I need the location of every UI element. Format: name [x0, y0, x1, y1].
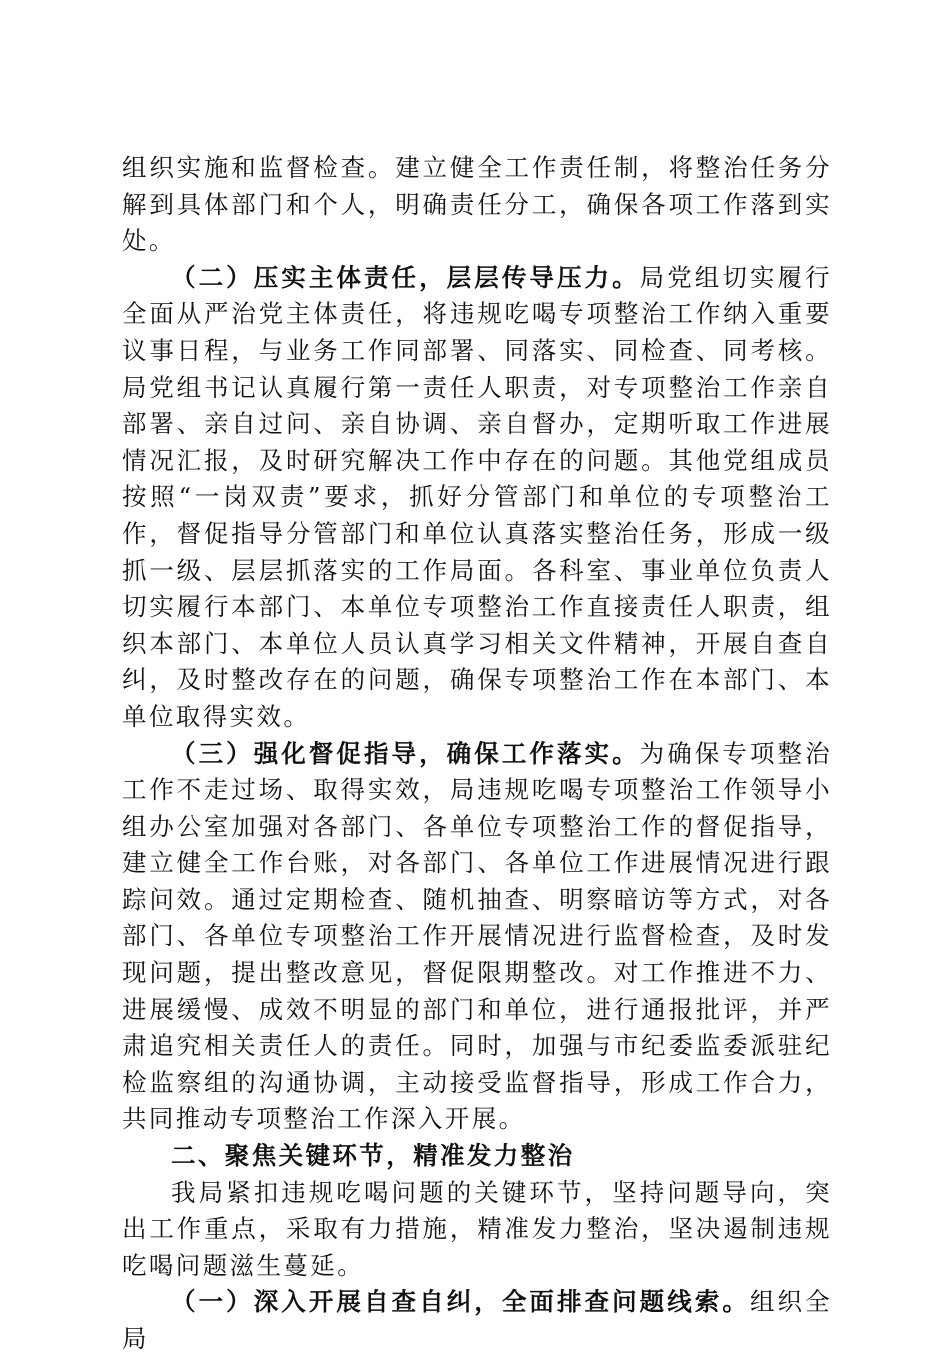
paragraph-subsection-2	[122, 260, 832, 736]
paragraph-text: 为确保专项整治工作不走过场、取得实效，局违规吃喝专项整治工作领导小组办公室加强对各部门、各单位专项整治工作的督促指导，建立健全工作台账，对各部门、各单位工作进展情况进行跟踪问效。通过定期检查、随机抽查、明察暗访等方式，对各部门、各单位专项整治工作开展情况进行监督检查，及时发现问题，提出整改意见，督促限期整改。对工作推进不力、进展缓慢、成效不明显的部门和单位，进行通报批评，并严肃追究相关责任人的责任。同时，加强与市纪委监委派驻纪检监察组的沟通协调，主动接受监督指导，形成工作合力，共同推动专项整治工作深入开展。	[122, 738, 832, 1134]
section-intro: 我局紧扣违规吃喝问题的关键环节，坚持问题导向，突出工作重点，采取有力措施，精准发力整治，坚决遏制违规吃喝问题滋生蔓延。	[122, 1177, 832, 1280]
subsection-lead: （三）强化督促指导，确保工作落实。	[171, 738, 640, 768]
subsection-lead: （二）压实主体责任，层层传导压力。	[171, 262, 640, 292]
paragraph-subsection-3	[122, 736, 832, 1139]
paragraph-text: 组织实施和监督检查。建立健全工作责任制，将整治任务分解到具体部门和个人，明确责任分工，确保各项工作落到实处。	[122, 153, 832, 256]
paragraph-text: 组织全局	[122, 1287, 832, 1353]
section-heading: 二、聚焦关键环节，精准发力整治	[171, 1141, 575, 1171]
document-body	[122, 150, 832, 1358]
paragraph-continuation	[122, 150, 832, 260]
paragraph-text: 局党组切实履行全面从严治党主体责任，将违规吃喝专项整治工作纳入重要议事日程，与业务工作同部署、同落实、同检查、同考核。局党组书记认真履行第一责任人职责，对专项整治工作亲自部署、亲自过问、亲自协调、亲自督办，定期听取工作进展情况汇报，及时研究解决工作中存在的问题。其他党组成员按照“一岗双责”要求，抓好分管部门和单位的专项整治工作，督促指导分管部门和单位认真落实整治任务，形成一级抓一级、层层抓落实的工作局面。各科室、事业单位负责人切实履行本部门、本单位专项整治工作直接责任人职责，组织本部门、本单位人员认真学习相关文件精神，开展自查自纠，及时整改存在的问题，确保专项整治工作在本部门、本单位取得实效。	[122, 262, 832, 731]
subsection-lead: （一）深入开展自查自纠，全面排查问题线索。	[171, 1287, 750, 1317]
paragraph-subsection-1	[122, 1284, 832, 1357]
